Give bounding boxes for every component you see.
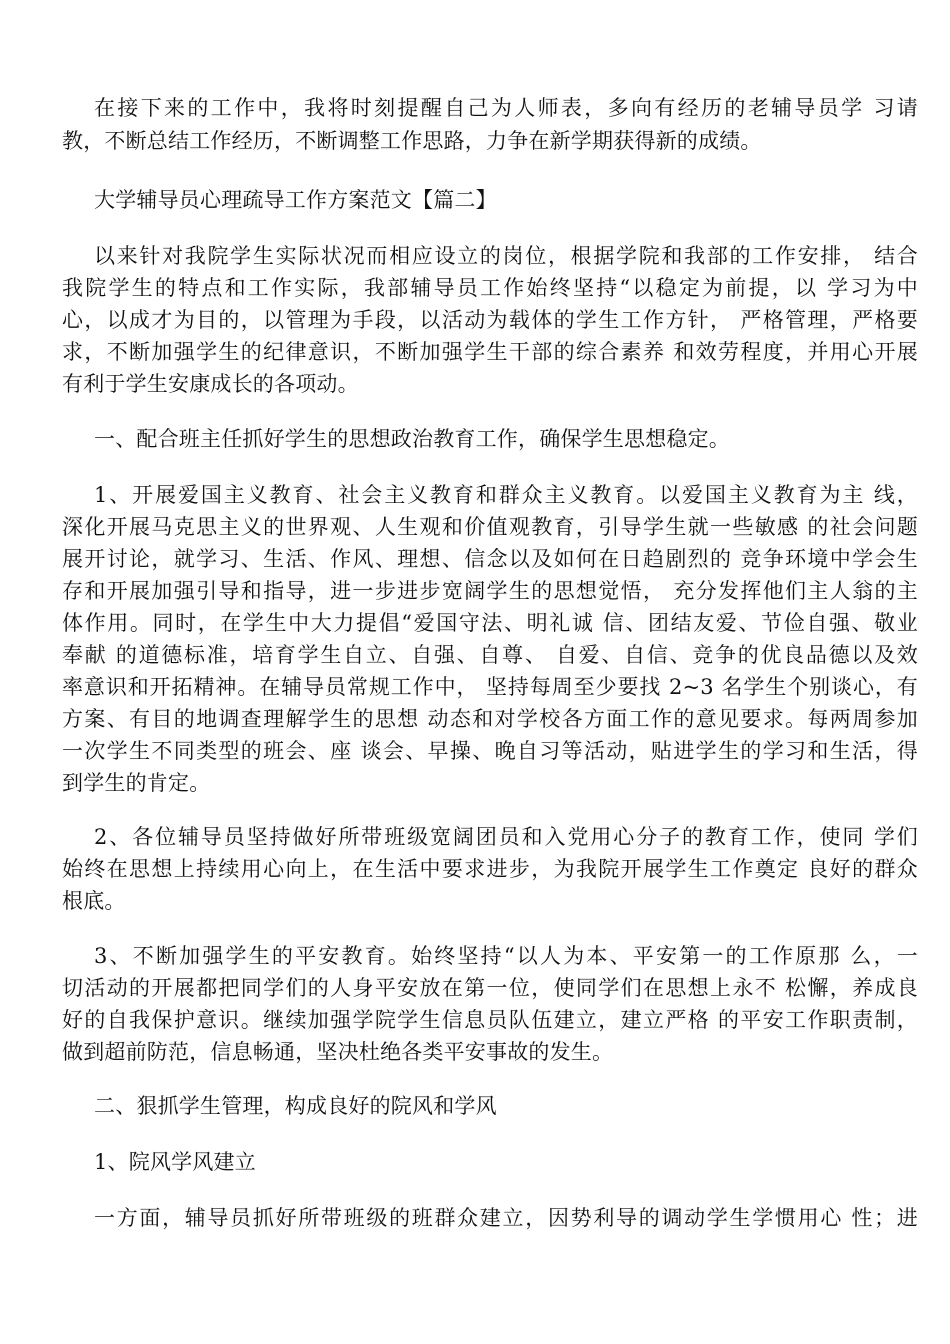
paragraph-line: 展开讨论，就学习、生活、作风、理想、信念以及如何在日趋剧烈的 竞争环境中学会生	[62, 547, 918, 571]
paragraph-line: 始终在思想上持续用心向上，在生活中要求进步，为我院开展学生工作奠定 良好的群众	[62, 857, 918, 881]
paragraph-line: 体作用。同时，在学生中大力提倡“爱国守法、明礼诚 信、团结友爱、节俭自强、敬业	[62, 611, 918, 635]
paragraph-line: 1、开展爱国主义教育、社会主义教育和群众主义教育。以爱国主义教育为主 线，	[94, 483, 918, 507]
section-heading: 一、配合班主任抓好学生的思想政治教育工作，确保学生思想稳定。	[94, 427, 730, 451]
paragraph-line: 好的自我保护意识。继续加强学院学生信息员队伍建立，建立严格 的平安工作职责制，	[62, 1008, 918, 1032]
paragraph-line: 3、不断加强学生的平安教育。始终坚持“以人为本、平安第一的工作原那 么，一	[94, 944, 918, 968]
paragraph-line: 深化开展马克思主义的世界观、人生观和价值观教育，引导学生就一些敏感 的社会问题	[62, 515, 918, 539]
paragraph-line: 有利于学生安康成长的各项动。	[62, 372, 359, 396]
section-title: 大学辅导员心理疏导工作方案范文【篇二】	[94, 188, 497, 212]
paragraph-line: 方案、有目的地调查理解学生的思想 动态和对学校各方面工作的意见要求。每两周参加	[62, 707, 918, 731]
paragraph-line: 在接下来的工作中，我将时刻提醒自己为人师表，多向有经历的老辅导员学 习请	[94, 96, 918, 120]
paragraph-line: 存和开展加强引导和指导，进一步进步宽阔学生的思想觉悟， 充分发挥他们主人翁的主	[62, 579, 918, 603]
subsection-heading: 1、院风学风建立	[94, 1150, 256, 1174]
paragraph-line: 奉献 的道德标准，培育学生自立、自强、自尊、 自爱、自信、竞争的优良品德以及效	[62, 643, 918, 667]
section-heading: 二、狠抓学生管理，构成良好的院风和学风	[94, 1094, 497, 1118]
paragraph-line: 到学生的肯定。	[62, 771, 211, 795]
paragraph-line: 切活动的开展都把同学们的人身平安放在第一位，使同学们在思想上永不 松懈，养成良	[62, 976, 918, 1000]
paragraph-line: 以来针对我院学生实际状况而相应设立的岗位，根据学院和我部的工作安排， 结合	[94, 244, 918, 268]
paragraph-line: 2、各位辅导员坚持做好所带班级宽阔团员和入党用心分子的教育工作，使同 学们	[94, 825, 918, 849]
paragraph-line: 求，不断加强学生的纪律意识，不断加强学生干部的综合素养 和效劳程度，并用心开展	[62, 340, 918, 364]
paragraph-line: 做到超前防范，信息畅通，坚决杜绝各类平安事故的发生。	[62, 1040, 614, 1064]
paragraph-line: 根底。	[62, 889, 126, 913]
paragraph-line: 教，不断总结工作经历，不断调整工作思路，力争在新学期获得新的成绩。	[62, 129, 762, 153]
paragraph-line: 一次学生不同类型的班会、座 谈会、早操、晚自习等活动，贴进学生的学习和生活，得	[62, 739, 918, 763]
paragraph-line: 心，以成才为目的，以管理为手段，以活动为载体的学生工作方针， 严格管理，严格要	[62, 308, 918, 332]
paragraph-line: 我院学生的特点和工作实际，我部辅导员工作始终坚持“以稳定为前提，以 学习为中	[62, 276, 918, 300]
paragraph-line: 一方面，辅导员抓好所带班级的班群众建立，因势利导的调动学生学惯用心 性；进	[94, 1206, 918, 1230]
paragraph-line: 率意识和开拓精神。在辅导员常规工作中， 坚持每周至少要找 2~3 名学生个别谈心，有	[62, 675, 918, 699]
